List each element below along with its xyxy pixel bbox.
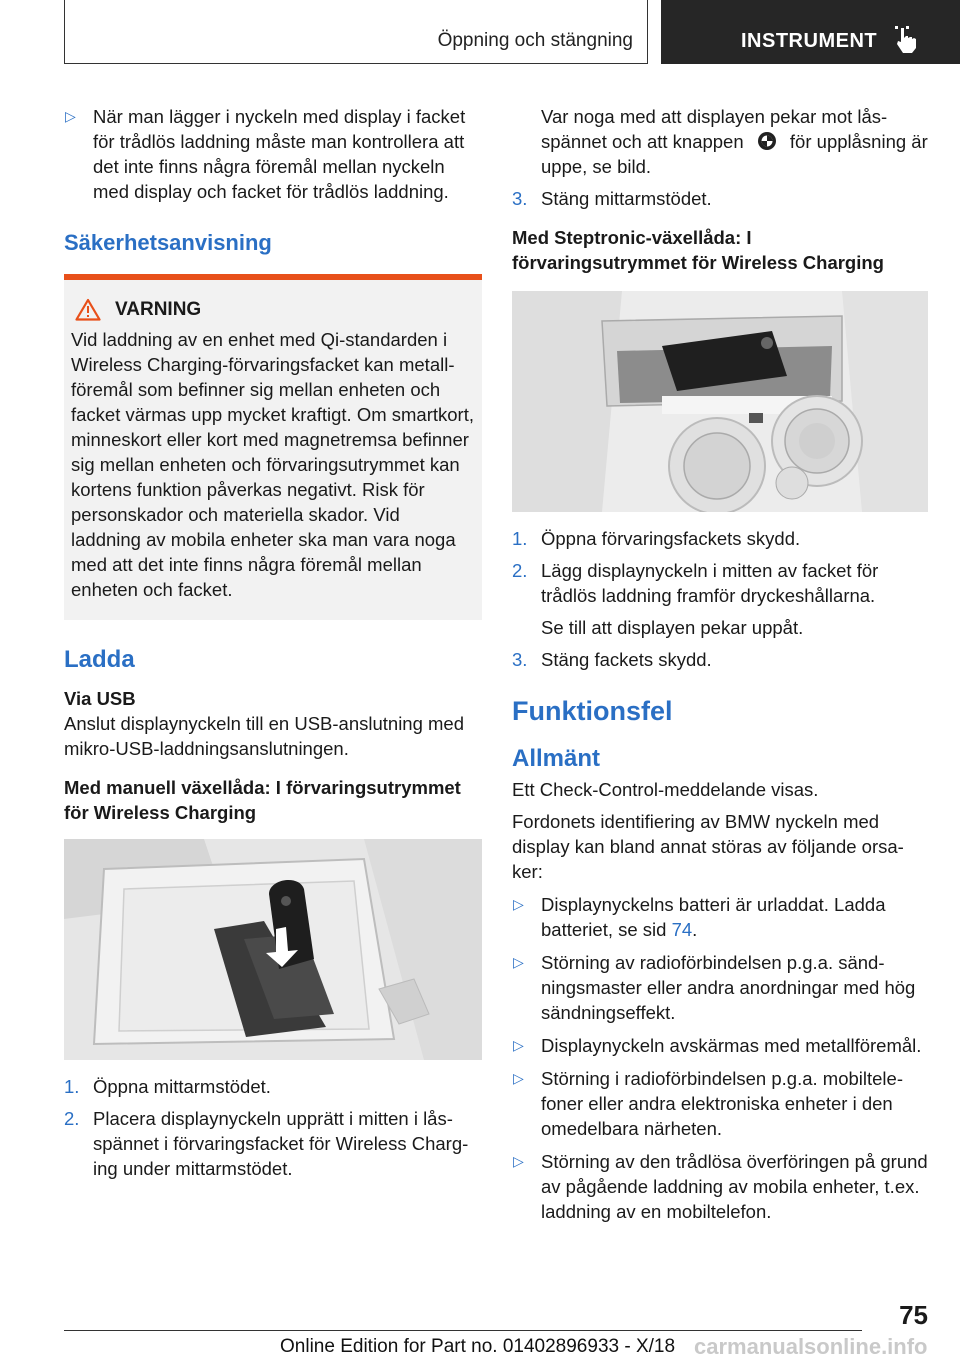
list-item: 2. Placera displaynyckeln upprätt i mitten i låsspännet i förvaringsfacket för Wireless Charging under mittarmstödet. (64, 1108, 469, 1179)
section-tab[interactable] (64, 0, 648, 64)
footer-divider (64, 1330, 862, 1331)
fault-heading: Funktionsfel (512, 696, 673, 726)
list-item: 3. Stäng fackets skydd. (512, 649, 712, 670)
list-item: ▷ Störning av den trådlösa överföringen på grund av pågående laddning av mobila enheter, t.ex. laddning av en mobiltelefon. (513, 1151, 928, 1222)
triangle-bullet-icon: ▷ (513, 1153, 524, 1169)
right-column (512, 104, 928, 1232)
list-item: 2. Lägg displaynyckeln i mitten av facket för trådlös laddning framför dryckeshållarna. (512, 560, 879, 606)
list-item: ▷ När man lägger i nyckeln med display i facket för trådlös laddning måste man kontrollera att det inte finns några föremål mellan nyckeln med display och facket för trådlös laddning. (65, 106, 466, 202)
warning-box (64, 274, 482, 620)
triangle-bullet-icon: ▷ (513, 1037, 524, 1053)
charge-heading: Ladda (64, 646, 135, 673)
warning-text: Vid laddning av en enhet med Qi-standarden i Wireless Charging-förvaringsfacket kan metallföremål som befinner sig mellan enheten och facket värmas upp mycket kraftigt. Om smartkort, minneskort eller kort med magnetremsa befinner sig mellan enheten och förvaringsutrymmet kan kortens funktion påverkas negativt. Risk för personskador och materiella skador. Vid laddning av mobila enheter ska man vara noga med att det inte finns några föremål mellan enheten och facket. (71, 329, 474, 600)
console-photo (512, 291, 928, 512)
chapter-tab[interactable] (661, 0, 960, 64)
triangle-bullet-icon: ▷ (513, 1070, 524, 1086)
usb-text: Anslut displaynyckeln till en USB-anslutning med mikro-USB-laddningsanslutningen. (64, 713, 465, 759)
page-link[interactable]: 74 (671, 919, 693, 940)
hand-pointer-icon (893, 24, 921, 54)
triangle-bullet-icon: ▷ (65, 108, 76, 124)
general-text-2: Fordonets identifiering av BMW nyckeln med display kan bland annat störas av följande orsaker: (512, 811, 904, 882)
console-illustration (512, 291, 928, 512)
bmw-logo-icon (757, 131, 777, 151)
chapter-title: INSTRUMENT (741, 30, 878, 52)
left-column (64, 104, 482, 1188)
edition-text: Online Edition for Part no. 01402896933 - X/18 (280, 1336, 676, 1357)
list-item: 3. Stäng mittarmstödet. (512, 188, 712, 209)
armrest-photo (64, 839, 482, 1060)
list-item: 1. Öppna mittarmstödet. (64, 1076, 271, 1097)
safety-heading: Säkerhetsanvisning (64, 230, 272, 255)
general-heading: Allmänt (512, 745, 601, 772)
watermark: carmanualsonline.info (694, 1334, 928, 1359)
list-item: 1. Öppna förvaringsfackets skydd. (512, 528, 801, 549)
steptronic-heading: Med Steptronic-växellåda: I förvaringsutrymmet för Wireless Charging (512, 227, 884, 273)
list-item: ▷ Displaynyckelns batteri är urladdat. Ladda batteriet, se sid 74. (513, 894, 886, 940)
usb-heading: Via USB (64, 688, 136, 709)
list-item: ▷ Störning av radioförbindelsen p.g.a. sändningsmaster eller andra anordningar med hög sändningseffekt. (513, 952, 916, 1023)
warning-triangle-icon (75, 298, 101, 321)
step-note: Se till att displayen pekar uppåt. (541, 617, 804, 638)
manual-gearbox-heading: Med manuell växellåda: I förvaringsutrymmet för Wireless Charging (64, 777, 461, 823)
page-number: 75 (899, 1300, 928, 1330)
general-text: Ett Check-Control-meddelande visas. (512, 779, 819, 800)
armrest-illustration (64, 839, 482, 1060)
list-item: ▷ Störning i radioförbindelsen p.g.a. mobiltelefoner eller andra elektroniska enheter i den omedelbara närheten. (513, 1068, 903, 1139)
warning-title: VARNING (115, 298, 202, 320)
continued-text: Var noga med att displayen pekar mot låsspännet och att knappen för upplåsning är uppe, se bild. (541, 106, 928, 177)
page-header (64, 0, 960, 66)
warning-header (71, 298, 474, 321)
triangle-bullet-icon: ▷ (513, 896, 524, 912)
section-title: Öppning och stängning (437, 30, 633, 51)
list-item: ▷ Displaynyckeln avskärmas med metallföremål. (513, 1035, 922, 1056)
triangle-bullet-icon: ▷ (513, 954, 524, 970)
